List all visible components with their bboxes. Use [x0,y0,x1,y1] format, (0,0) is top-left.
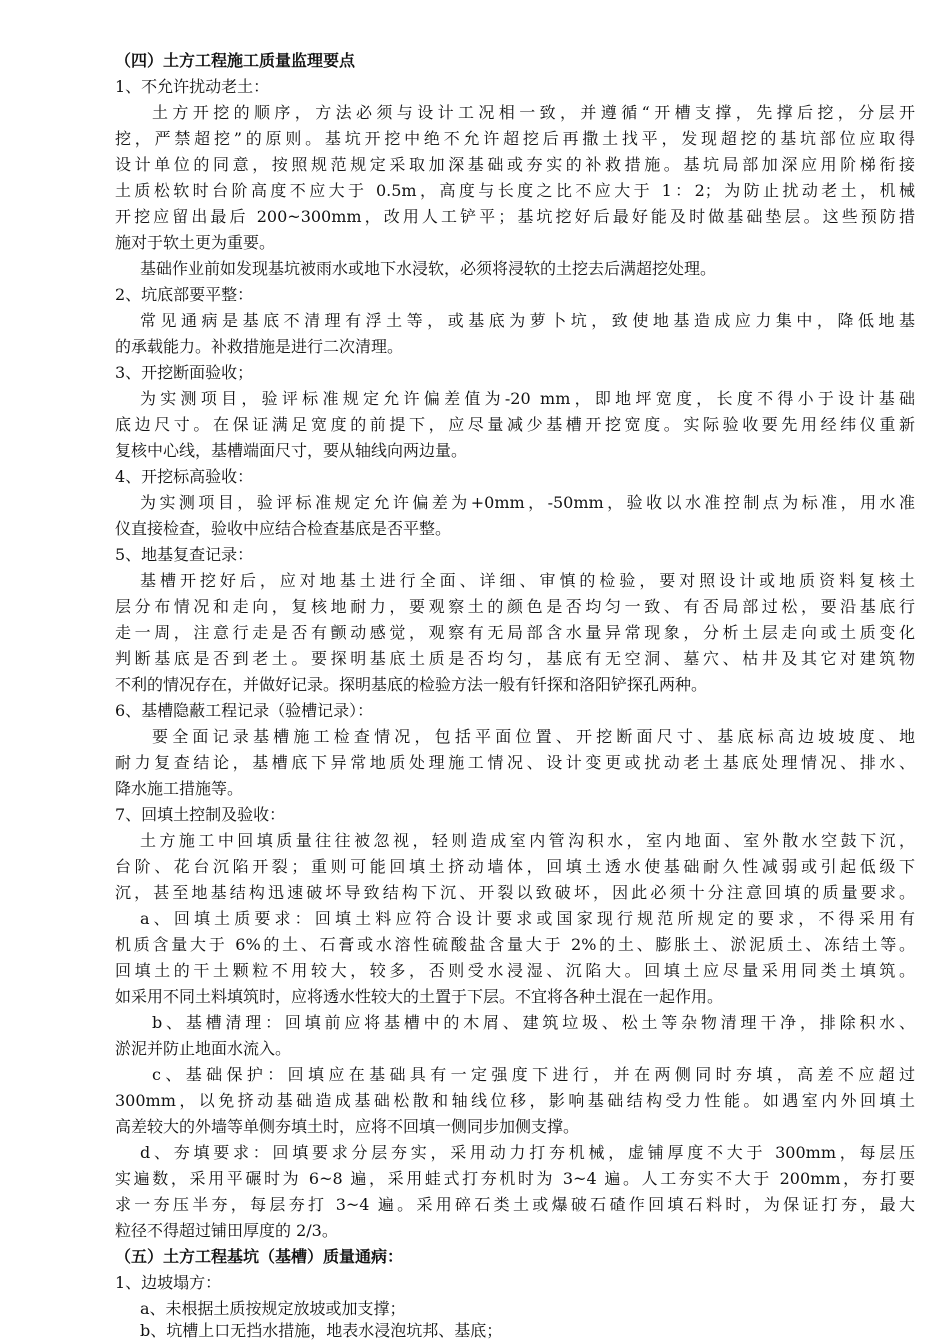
item7-heading: 7、回填土控制及验收： [115,805,286,824]
item4-paragraph-line: 为实测项目，验评标准规定允许偏差为+0mm，-50mm，验收以水准控制点为标准，用水准 [140,493,915,512]
section5-item1b: b、坑槽上口无挡水措施，地表水浸泡坑邦、基底； [140,1321,503,1340]
item5-paragraph-line: 走一周，注意行走是否有颤动感觉，观察有无局部含水量异常现象，分析土层走向或土质变化 [115,623,915,642]
item7c-line: c、基础保护：回填应在基础具有一定强度下进行，并在两侧同时夯填，高差不应超过 [152,1065,915,1084]
item6-paragraph-line: 耐力复查结论，基槽底下异常地质处理施工情况、设计变更或扰动老土基底处理情况、排水、 [115,753,915,772]
section4-title: （四）土方工程施工质量监理要点 [115,51,356,70]
section5-item1a: a、未根据土质按规定放坡或加支撑； [140,1299,406,1318]
item7d-line: 求一夯压半夯，每层夯打 3~4 遍。采用碎石类土或爆破石碴作回填石料时，为保证打夯，最大 [115,1195,915,1214]
item7d-line: 粒径不得超过铺田厚度的 2/3。 [115,1221,338,1240]
item7b-line: b、基槽清理：回填前应将基槽中的木屑、建筑垃圾、松土等杂物清理干净，排除积水、 [152,1013,915,1032]
item7d-line: d、夯填要求：回填要求分层夯实，采用动力打夯机械，虚铺厚度不大于 300mm，每层压 [140,1143,915,1162]
item7-paragraph-line: 土方施工中回填质量往往被忽视，轻则造成室内管沟积水，室内地面、室外散水空鼓下沉， [140,831,915,850]
item7a-line: 机质含量大于 6%的土、石膏或水溶性硫酸盐含量大于 2%的土、膨胀土、淤泥质土、冻结土等。 [115,935,915,954]
item3-heading: 3、开挖断面验收； [115,363,254,382]
item3-paragraph-line: 复核中心线，基槽端面尺寸，要从轴线向两边量。 [115,441,468,460]
item1-paragraph-line: 土方开挖的顺序，方法必须与设计工况相一致，并遵循“开槽支撑，先撑后挖，分层开 [152,103,915,122]
item1-paragraph2: 基础作业前如发现基坑被雨水或地下水浸软，必须将浸软的土挖去后满超挖处理。 [140,259,717,278]
item6-paragraph-line: 降水施工措施等。 [115,779,244,798]
item6-heading: 6、基槽隐蔽工程记录（验槽记录）： [115,701,374,720]
item4-heading: 4、开挖标高验收： [115,467,254,486]
item1-heading: 1、不允许扰动老土： [115,77,270,96]
item7a-line: a、回填土质要求：回填土料应符合设计要求或国家现行规范所规定的要求，不得采用有 [140,909,915,928]
item5-paragraph-line: 判断基底是否到老土。要探明基底土质是否均匀，基底有无空洞、墓穴、枯井及其它对建筑物 [115,649,915,668]
item5-paragraph-line: 层分布情况和走向，复核地耐力，要观察土的颜色是否均匀一致、有否局部过松，要沿基底行 [115,597,915,616]
item1-paragraph-line: 施对于软土更为重要。 [115,233,276,252]
item5-heading: 5、地基复查记录： [115,545,254,564]
item2-paragraph-line: 常见通病是基底不清理有浮土等，或基底为萝卜坑，致使地基造成应力集中，降低地基 [140,311,915,330]
item7c-line: 300mm，以免挤动基础造成基础松散和轴线位移，影响基础结构受力性能。如遇室内外回填土 [115,1091,915,1110]
item3-paragraph-line: 底边尺寸。在保证满足宽度的前提下，应尽量减少基槽开挖宽度。实际验收要先用经纬仪重新 [115,415,915,434]
item3-paragraph-line: 为实测项目，验评标准规定允许偏差值为-20 mm，即地坪宽度，长度不得小于设计基础 [140,389,915,408]
item1-paragraph-line: 土质松软时台阶高度不应大于 0.5m，高度与长度之比不应大于 1：2；为防止扰动老土，机械 [115,181,915,200]
item7-paragraph-line: 台阶、花台沉陷开裂；重则可能回填土挤动墙体，回填土透水使基础耐久性减弱或引起低级下 [115,857,915,876]
item7b-line: 淤泥并防止地面水流入。 [115,1039,292,1058]
item4-paragraph-line: 仪直接检查，验收中应结合检查基底是否平整。 [115,519,452,538]
item7-paragraph-line: 沉，甚至地基结构迅速破坏导致结构下沉、开裂以致破坏，因此必须十分注意回填的质量要求。 [115,883,915,902]
item7d-line: 实遍数，采用平碾时为 6~8 遍，采用蛙式打夯机时为 3~4 遍。人工夯实不大于 200mm，夯打要 [115,1169,915,1188]
item1-paragraph-line: 挖，严禁超挖”的原则。基坑开挖中绝不允许超挖后再撒土找平，发现超挖的基坑部位应取得 [115,129,915,148]
item5-paragraph-line: 基槽开挖好后，应对地基土进行全面、详细、审慎的检验，要对照设计或地质资料复核土 [140,571,915,590]
item7c-line: 高差较大的外墙等单侧夯填土时，应将不回填一侧同步加侧支撑。 [115,1117,580,1136]
section5-title: （五）土方工程基坑（基槽）质量通病： [115,1247,404,1266]
item1-paragraph-line: 开挖应留出最后 200~300mm，改用人工铲平；基坑挖好后最好能及时做基础垫层。这些预防措 [115,207,915,226]
item1-paragraph-line: 设计单位的同意，按照规范规定采取加深基础或夯实的补救措施。基坑局部加深应用阶梯衔接 [115,155,915,174]
item2-paragraph-line: 的承载能力。补救措施是进行二次清理。 [115,337,404,356]
item5-paragraph-line: 不利的情况存在，并做好记录。探明基底的检验方法一般有钎探和洛阳铲探孔两种。 [115,675,708,694]
item7a-line: 如采用不同土料填筑时，应将透水性较大的土置于下层。不宜将各种土混在一起作用。 [115,987,724,1006]
item2-heading: 2、坑底部要平整： [115,285,254,304]
item6-paragraph-line: 要全面记录基槽施工检查情况，包括平面位置、开挖断面尺寸、基底标高边坡坡度、地 [152,727,915,746]
section5-item1-heading: 1、边坡塌方： [115,1273,222,1292]
item7a-line: 回填土的干土颗粒不用较大，较多，否则受水浸湿、沉陷大。回填土应尽量采用同类土填筑。 [115,961,915,980]
